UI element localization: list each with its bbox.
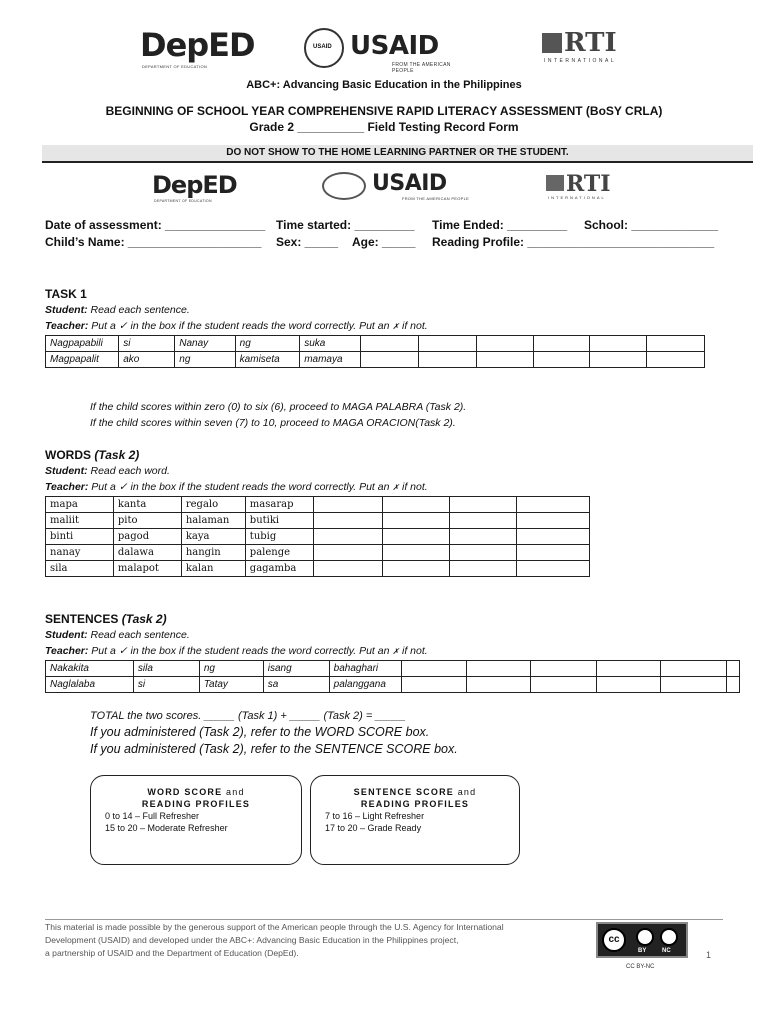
word-cell: kalan (181, 561, 245, 577)
usaid-seal-icon (304, 28, 344, 68)
cc-nc-label: NC (662, 948, 671, 954)
teacher-label: Teacher: (45, 481, 89, 493)
word-cell: suka (300, 336, 361, 352)
word-score-line-2: 15 to 20 – Moderate Refresher (105, 823, 228, 833)
rti-logo-small-text: RTI (566, 171, 611, 197)
word-cell: ng (175, 352, 235, 368)
answer-cell[interactable] (313, 497, 382, 513)
word-cell: maliit (46, 513, 114, 529)
answer-cell[interactable] (533, 352, 589, 368)
school-field[interactable]: School: _____________ (584, 218, 719, 232)
word-cell: palenge (245, 545, 313, 561)
sentences-student-instruction (45, 629, 190, 641)
answer-cell[interactable] (661, 677, 727, 693)
total-scores-line: TOTAL the two scores. _____ (Task 1) + _____ (Task 2) = _____ (90, 710, 406, 722)
answer-cell[interactable] (517, 561, 590, 577)
word-cell: butiki (245, 513, 313, 529)
answer-cell[interactable] (476, 336, 533, 352)
word-cell: tubig (245, 529, 313, 545)
refer-word-box: If you administered (Task 2), refer to the WORD SCORE box. (90, 725, 430, 739)
answer-cell[interactable] (313, 513, 382, 529)
task1-heading: TASK 1 (45, 287, 87, 301)
teacher-text-a: Put a (88, 645, 119, 657)
answer-cell[interactable] (313, 529, 382, 545)
usaid-seal-text: USAID (313, 44, 332, 50)
teacher-text-a: Put a (88, 320, 119, 332)
table-row (46, 352, 705, 368)
table-row (46, 513, 590, 529)
student-text: Read each sentence. (87, 629, 190, 641)
words-heading-task: (Task 2) (91, 448, 140, 462)
answer-cell[interactable] (531, 677, 597, 693)
answer-cell[interactable] (646, 352, 704, 368)
answer-cell[interactable] (450, 561, 517, 577)
answer-cell[interactable] (361, 352, 419, 368)
teacher-label: Teacher: (45, 320, 89, 332)
deped-logo-small (152, 172, 256, 204)
cross-icon: ✗ (392, 647, 400, 656)
cross-icon: ✗ (392, 483, 400, 492)
word-cell: gagamba (245, 561, 313, 577)
student-text: Read each sentence. (87, 304, 190, 316)
words-heading (45, 448, 139, 462)
word-cell: malapot (113, 561, 181, 577)
word-cell: masarap (245, 497, 313, 513)
answer-cell[interactable] (313, 545, 382, 561)
word-cell: ng (235, 336, 300, 352)
rti-mark-icon (542, 33, 562, 53)
word-cell: halaman (181, 513, 245, 529)
word-cell: Magpapalit (46, 352, 119, 368)
sex-field[interactable]: Sex: _____ (276, 235, 339, 249)
words-heading-text: WORDS (45, 448, 91, 462)
cc-license-badge (596, 922, 688, 958)
document-title: BEGINNING OF SCHOOL YEAR COMPREHENSIVE RAPID LITERACY ASSESSMENT (BoSY CRLA) (105, 104, 663, 118)
word-cell: dalawa (113, 545, 181, 561)
usaid-logo-subtitle: FROM THE AMERICAN PEOPLE (392, 62, 451, 74)
word-cell: sa (263, 677, 329, 693)
usaid-logo-small-text: USAID (372, 171, 447, 196)
attribution-icon (636, 928, 654, 946)
usaid-logo-small (322, 172, 478, 202)
word-score-subtitle: READING PROFILES (141, 799, 251, 809)
student-text: Read each word. (87, 465, 170, 477)
task1-note-1: If the child scores within zero (0) to six (6), proceed to MAGA PALABRA (Task 2). (90, 401, 467, 413)
answer-cell[interactable] (517, 545, 590, 561)
answer-cell[interactable] (450, 497, 517, 513)
deped-logo-small-subtitle: DEPARTMENT OF EDUCATION (154, 199, 212, 203)
sentence-score-title-b: and (454, 787, 477, 797)
answer-cell[interactable] (646, 336, 704, 352)
answer-cell[interactable] (661, 661, 727, 677)
footer-line-2: Development (USAID) and developed under the ABC+: Advancing Basic Education in the Philippines project, (45, 935, 459, 945)
teacher-text-c: if not. (399, 645, 428, 657)
word-cell: nanay (46, 545, 114, 561)
usaid-seal-small-icon (322, 172, 366, 200)
answer-cell[interactable] (382, 529, 450, 545)
table-row (46, 336, 705, 352)
sentence-score-title-a: SENTENCE SCORE (353, 787, 454, 797)
check-icon: ✓ (118, 481, 128, 493)
refer-sentence-box: If you administered (Task 2), refer to the SENTENCE SCORE box. (90, 742, 458, 756)
sentences-table-body (46, 661, 740, 693)
teacher-text-c: if not. (399, 320, 428, 332)
rti-mark-small-icon (546, 175, 564, 191)
cc-icon: cc (602, 928, 626, 952)
footer-divider (45, 919, 723, 920)
deped-logo-subtitle: DEPARTMENT OF EDUCATION (142, 64, 208, 69)
check-icon: ✓ (118, 645, 128, 657)
answer-cell[interactable] (382, 513, 450, 529)
student-label: Student: (45, 465, 88, 477)
answer-cell[interactable] (450, 545, 517, 561)
rti-logo (542, 30, 634, 66)
answer-cell[interactable] (476, 352, 533, 368)
page-number: 1 (706, 950, 712, 960)
noncommercial-icon (660, 928, 678, 946)
cross-icon: ✗ (392, 322, 400, 331)
answer-cell[interactable] (597, 677, 661, 693)
word-cell: regalo (181, 497, 245, 513)
answer-cell[interactable] (517, 529, 590, 545)
words-table-body (46, 497, 590, 577)
word-score-title (91, 787, 301, 797)
answer-cell[interactable] (590, 336, 646, 352)
answer-cell[interactable] (382, 497, 450, 513)
teacher-text-b: in the box if the student reads the word correctly. Put an (127, 481, 393, 493)
word-cell: sila (133, 661, 199, 677)
word-cell: pito (113, 513, 181, 529)
word-score-title-a: WORD SCORE (147, 787, 223, 797)
rti-logo-text: RTI (564, 28, 617, 58)
answer-cell[interactable] (401, 677, 467, 693)
teacher-label: Teacher: (45, 645, 89, 657)
word-cell: Nagpapabili (46, 336, 119, 352)
word-cell: binti (46, 529, 114, 545)
cc-by-label: BY (638, 948, 647, 954)
sentence-score-line-2: 17 to 20 – Grade Ready (325, 823, 422, 833)
program-title: ABC+: Advancing Basic Education in the Philippines (246, 79, 522, 91)
word-cell: Nanay (175, 336, 235, 352)
answer-cell[interactable] (726, 677, 739, 693)
sentence-score-title (311, 787, 519, 797)
deped-logo-text: DepED (140, 26, 255, 64)
task1-student-instruction (45, 304, 190, 316)
answer-cell[interactable] (467, 677, 531, 693)
words-student-instruction (45, 465, 170, 477)
child-name-field[interactable]: Child’s Name: ____________________ (45, 235, 262, 249)
sentence-score-subtitle: READING PROFILES (360, 799, 470, 809)
deped-logo (140, 24, 255, 72)
document-subtitle: Grade 2 __________ Field Testing Record Form (249, 120, 519, 134)
word-cell: sila (46, 561, 114, 577)
answer-cell[interactable] (533, 336, 589, 352)
sentences-heading-text: SENTENCES (45, 612, 119, 626)
table-row (46, 497, 590, 513)
word-cell: kaya (181, 529, 245, 545)
word-score-line-1: 0 to 14 – Full Refresher (105, 811, 200, 821)
word-cell: Tatay (199, 677, 263, 693)
teacher-text-b: in the box if the student reads the word correctly. Put an (127, 645, 393, 657)
answer-cell[interactable] (531, 661, 597, 677)
answer-cell[interactable] (382, 545, 450, 561)
sentences-table (45, 660, 740, 693)
deped-logo-small-text: DepED (152, 171, 237, 199)
sentence-score-box (310, 775, 520, 865)
answer-cell[interactable] (597, 661, 661, 677)
word-cell: bahaghari (329, 661, 401, 677)
warning-banner (42, 145, 753, 163)
warning-text: DO NOT SHOW TO THE HOME LEARNING PARTNER OR THE STUDENT. (226, 147, 569, 158)
word-score-title-b: and (222, 787, 245, 797)
word-cell: hangin (181, 545, 245, 561)
sentences-heading-task: (Task 2) (118, 612, 167, 626)
word-cell: si (119, 336, 175, 352)
table-row (46, 545, 590, 561)
word-cell: kanta (113, 497, 181, 513)
sentences-heading (45, 612, 167, 626)
word-cell: mapa (46, 497, 114, 513)
words-teacher-instruction (45, 481, 428, 493)
word-cell: kamiseta (235, 352, 300, 368)
table-row (46, 661, 740, 677)
word-cell: ako (119, 352, 175, 368)
time-started-field[interactable]: Time started: _________ (276, 218, 415, 232)
answer-cell[interactable] (401, 661, 467, 677)
usaid-logo-text: USAID (350, 31, 439, 61)
teacher-text-b: in the box if the student reads the word correctly. Put an (127, 320, 393, 332)
answer-cell[interactable] (467, 661, 531, 677)
rti-logo-small (546, 173, 634, 201)
student-label: Student: (45, 629, 88, 641)
task1-table-body (46, 336, 705, 368)
word-cell: si (133, 677, 199, 693)
cc-license-label: CC BY-NC (626, 964, 655, 970)
answer-cell[interactable] (450, 529, 517, 545)
word-cell: mamaya (300, 352, 361, 368)
rti-logo-small-subtitle: INTERNATIONAL (548, 195, 606, 200)
answer-cell[interactable] (517, 513, 590, 529)
word-cell: pagod (113, 529, 181, 545)
answer-cell[interactable] (419, 336, 476, 352)
answer-cell[interactable] (450, 513, 517, 529)
table-row (46, 677, 740, 693)
age-field[interactable]: Age: _____ (352, 235, 416, 249)
usaid-logo (304, 28, 464, 74)
reading-profile-field[interactable]: Reading Profile: ____________________________ (432, 235, 715, 249)
teacher-text-a: Put a (88, 481, 119, 493)
footer-line-1: This material is made possible by the generous support of the American people through the U.S. Agency for International (45, 922, 504, 932)
answer-cell[interactable] (382, 561, 450, 577)
word-score-box (90, 775, 302, 865)
check-icon: ✓ (118, 320, 128, 332)
answer-cell[interactable] (517, 497, 590, 513)
table-row (46, 529, 590, 545)
answer-cell[interactable] (590, 352, 646, 368)
table-row (46, 561, 590, 577)
word-cell: palanggana (329, 677, 401, 693)
date-field[interactable]: Date of assessment: _______________ (45, 218, 266, 232)
sentence-score-line-1: 7 to 16 – Light Refresher (325, 811, 425, 821)
student-label: Student: (45, 304, 88, 316)
word-cell: ng (199, 661, 263, 677)
task1-teacher-instruction (45, 320, 428, 332)
task1-note-2: If the child scores within seven (7) to 10, proceed to MAGA ORACION(Task 2). (90, 417, 456, 429)
word-cell: Naglalaba (46, 677, 134, 693)
word-cell: Nakakita (46, 661, 134, 677)
footer-line-3: a partnership of USAID and the Department of Education (DepEd). (45, 948, 299, 958)
rti-logo-subtitle: INTERNATIONAL (544, 58, 617, 64)
words-table (45, 496, 590, 577)
answer-cell[interactable] (726, 661, 739, 677)
answer-cell[interactable] (419, 352, 476, 368)
answer-cell[interactable] (361, 336, 419, 352)
answer-cell[interactable] (313, 561, 382, 577)
sentences-teacher-instruction (45, 645, 428, 657)
usaid-logo-small-subtitle: FROM THE AMERICAN PEOPLE (402, 196, 470, 201)
teacher-text-c: if not. (399, 481, 428, 493)
word-cell: isang (263, 661, 329, 677)
time-ended-field[interactable]: Time Ended: _________ (432, 218, 568, 232)
task1-table (45, 335, 705, 368)
